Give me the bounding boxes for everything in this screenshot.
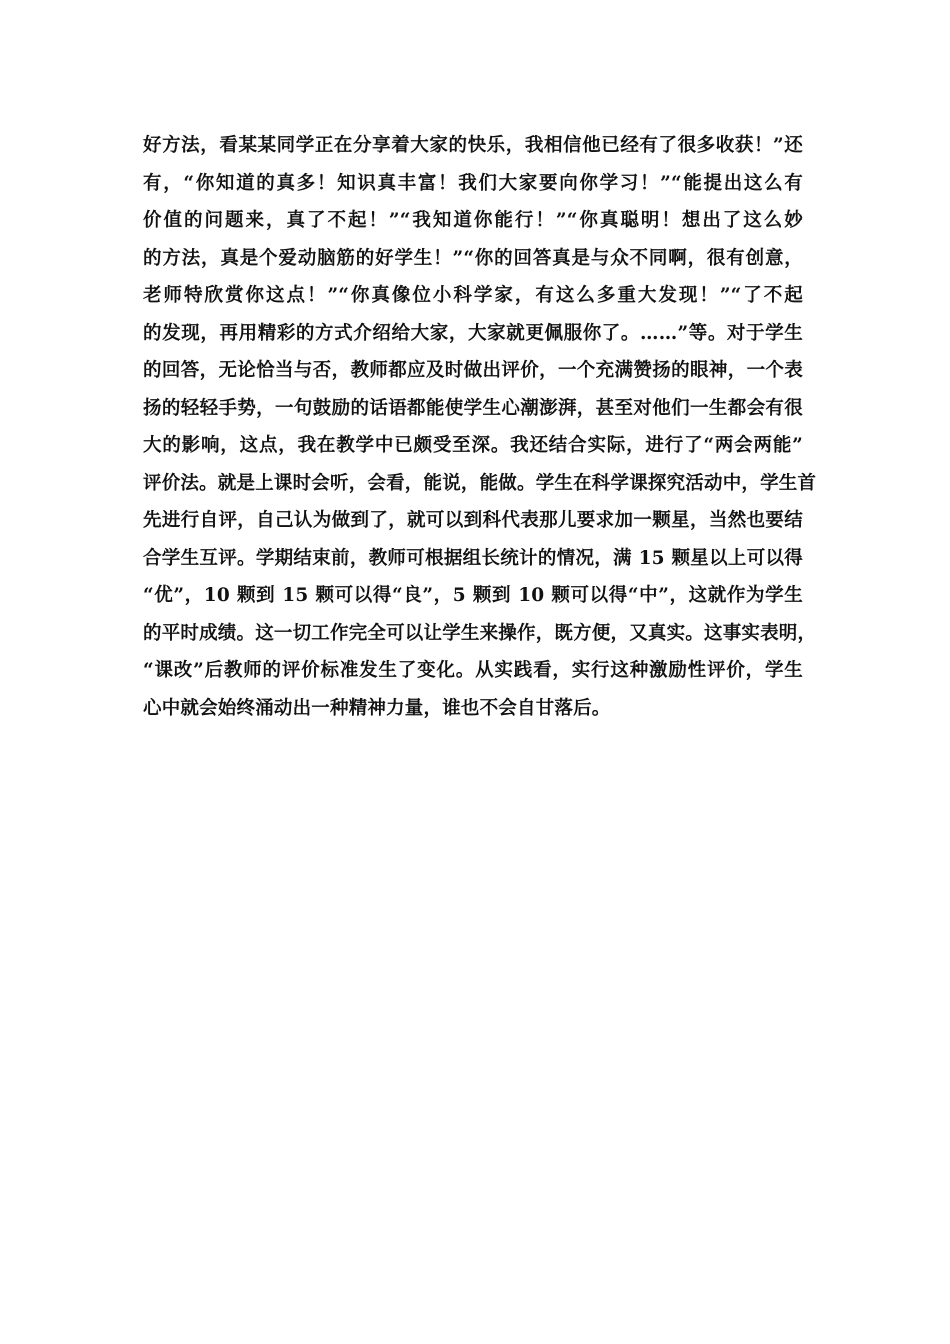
text-line: 价值的问题来，真了不起！”“我知道你能行！”“你真聪明！想出了这么妙 [143,210,803,231]
text-line: 好方法，看某某同学正在分享着大家的快乐，我相信他已经有了很多收获！”还 [143,135,803,156]
text-line: “课改”后教师的评价标准发生了变化。从实践看，实行这种激励性评价，学生 [143,660,803,681]
text-line: 先进行自评，自己认为做到了，就可以到科代表那儿要求加一颗星，当然也要结 [143,510,803,531]
text-line: 心中就会始终涌动出一种精神力量，谁也不会自甘落后。 [143,697,611,719]
text-line: 的发现，再用精彩的方式介绍给大家，大家就更佩服你了。……”等。对于学生 [143,322,803,344]
text-line: 评价法。就是上课时会听，会看，能说，能做。学生在科学课探究活动中，学生首 [143,472,817,494]
text-line: 有，“你知道的真多！知识真丰富！我们大家要向你学习！”“能提出这么有 [143,172,803,194]
text-line: 合学生互评。学期结束前，教师可根据组长统计的情况，满 15 颗星以上可以得 [143,547,803,569]
text-line: 扬的轻轻手势，一句鼓励的话语都能使学生心潮澎湃，甚至对他们一生都会有很 [143,397,803,419]
text-line: 的方法，真是个爱动脑筋的好学生！”“你的回答真是与众不同啊，很有创意， [143,247,803,269]
text-line: 的回答，无论恰当与否，教师都应及时做出评价，一个充满赞扬的眼神，一个表 [143,360,803,381]
text-line: 老师特欣赏你这点！”“你真像位小科学家，有这么多重大发现！”“了不起 [143,285,803,306]
text-line: “优”，10 颗到 15 颗可以得“良”，5 颗到 10 颗可以得“中”，这就作为学生 [143,585,803,606]
text-line: 大的影响，这点，我在教学中已颇受至深。我还结合实际，进行了“两会两能” [143,435,803,456]
text-line: 的平时成绩。这一切工作完全可以让学生来操作，既方便，又真实。这事实表明， [143,622,817,644]
paragraph [143,127,817,727]
